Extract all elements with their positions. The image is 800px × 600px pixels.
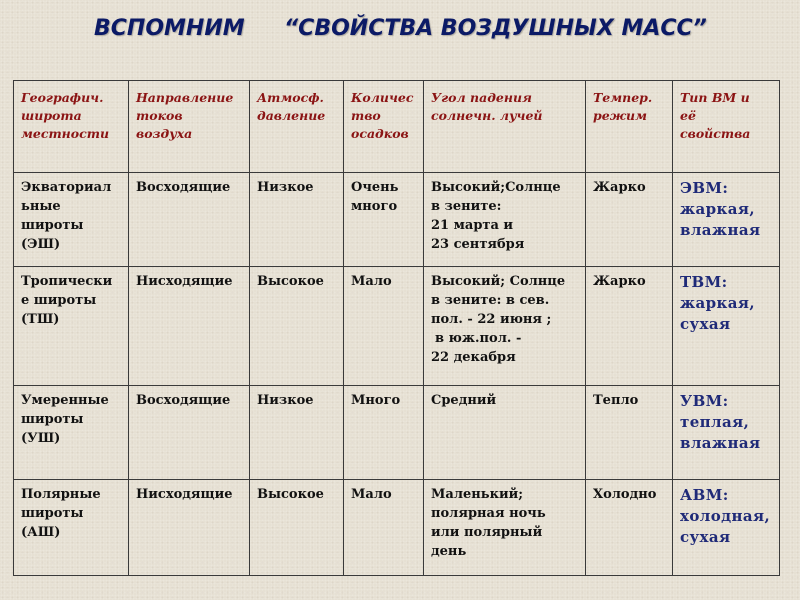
header-air-flow: Направление токов воздуха bbox=[129, 81, 250, 173]
cell-latitude: Тропически е широты (ТШ) bbox=[14, 267, 129, 386]
title-part-properties: “СВОЙСТВА ВОЗДУШНЫХ МАСС” bbox=[284, 16, 707, 41]
header-latitude: Географич. широта местности bbox=[14, 81, 129, 173]
cell-latitude: Полярные широты (АШ) bbox=[14, 480, 129, 576]
cell-air-mass-type: ЭВМ: жаркая, влажная bbox=[673, 173, 780, 267]
table-row-temperate bbox=[14, 386, 780, 480]
cell-sun-angle: Высокий; Солнце в зените: в сев. пол. - 22 июня ; в юж.пол. - 22 декабря bbox=[424, 267, 586, 386]
title-part-remember: ВСПОМНИМ bbox=[94, 16, 245, 41]
cell-air-mass-type: АВМ: холодная, сухая bbox=[673, 480, 780, 576]
table-row-tropical bbox=[14, 267, 780, 386]
cell-pressure: Низкое bbox=[250, 386, 344, 480]
cell-precipitation: Очень много bbox=[344, 173, 424, 267]
cell-latitude: Умеренные широты (УШ) bbox=[14, 386, 129, 480]
cell-sun-angle: Маленький; полярная ночь или полярный день bbox=[424, 480, 586, 576]
cell-air-flow: Нисходящие bbox=[129, 480, 250, 576]
header-precipitation: Количес тво осадков bbox=[344, 81, 424, 173]
cell-temperature: Жарко bbox=[586, 173, 673, 267]
cell-sun-angle: Высокий;Солнце в зените: 21 марта и 23 сентября bbox=[424, 173, 586, 267]
cell-precipitation: Много bbox=[344, 386, 424, 480]
cell-air-flow: Нисходящие bbox=[129, 267, 250, 386]
cell-temperature: Тепло bbox=[586, 386, 673, 480]
cell-air-flow: Восходящие bbox=[129, 173, 250, 267]
cell-pressure: Высокое bbox=[250, 480, 344, 576]
cell-air-mass-type: ТВМ: жаркая, сухая bbox=[673, 267, 780, 386]
header-pressure: Атмосф. давление bbox=[250, 81, 344, 173]
cell-latitude: Экваториал ьные широты (ЭШ) bbox=[14, 173, 129, 267]
header-temperature: Темпер. режим bbox=[586, 81, 673, 173]
cell-sun-angle: Средний bbox=[424, 386, 586, 480]
header-sun-angle: Угол падения солнечн. лучей bbox=[424, 81, 586, 173]
cell-temperature: Холодно bbox=[586, 480, 673, 576]
header-air-mass-type: Тип ВМ и её свойства bbox=[673, 81, 780, 173]
cell-pressure: Высокое bbox=[250, 267, 344, 386]
table-row-equatorial bbox=[14, 173, 780, 267]
air-masses-table bbox=[13, 80, 780, 576]
table-row-polar bbox=[14, 480, 780, 576]
cell-precipitation: Мало bbox=[344, 480, 424, 576]
cell-pressure: Низкое bbox=[250, 173, 344, 267]
cell-temperature: Жарко bbox=[586, 267, 673, 386]
header-row bbox=[14, 81, 780, 173]
cell-air-flow: Восходящие bbox=[129, 386, 250, 480]
cell-precipitation: Мало bbox=[344, 267, 424, 386]
cell-air-mass-type: УВМ: теплая, влажная bbox=[673, 386, 780, 480]
